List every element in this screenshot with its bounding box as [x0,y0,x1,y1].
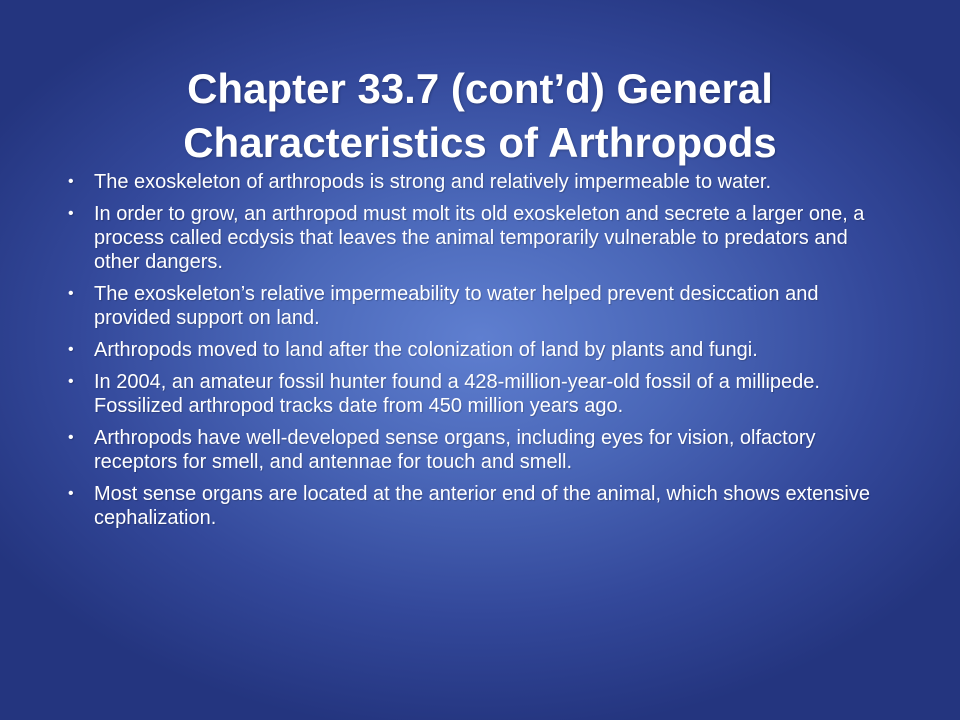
bullet-item [70,482,880,530]
slide-title [60,62,900,170]
bullet-icon: • [68,429,74,446]
bullet-icon: • [68,485,74,502]
bullet-item [70,170,880,194]
bullet-item [70,338,880,362]
bullet-item [70,370,880,418]
bullet-text: Arthropods moved to land after the colonization of land by plants and fungi. [94,339,758,361]
bullet-text: In order to grow, an arthropod must molt its old exoskeleton and secrete a larger one, a process called ecdysis that leaves the animal temporarily vulnerable to predators and other dangers. [94,203,865,273]
bullet-text: Most sense organs are located at the anterior end of the animal, which shows extensive cephalization. [94,483,870,529]
bullet-text: The exoskeleton’s relative impermeability to water helped prevent desiccation and provided support on land. [94,283,819,329]
slide-title-line-1: Chapter 33.7 (cont’d) General [187,65,773,113]
bullet-icon: • [68,341,74,358]
bullet-text: Arthropods have well-developed sense organs, including eyes for vision, olfactory receptors for smell, and antennae for touch and smell. [94,427,816,473]
bullet-item [70,202,880,274]
bullet-list [70,170,880,538]
bullet-item [70,282,880,330]
bullet-item [70,426,880,474]
bullet-icon: • [68,373,74,390]
bullet-icon: • [68,205,74,222]
bullet-icon: • [68,173,74,190]
bullet-text: In 2004, an amateur fossil hunter found a 428-million-year-old fossil of a millipede. Fossilized arthropod tracks date from 450 million years ago. [94,371,820,417]
bullet-text: The exoskeleton of arthropods is strong and relatively impermeable to water. [94,171,772,193]
slide-title-line-2: Characteristics of Arthropods [183,119,777,167]
bullet-icon: • [68,285,74,302]
